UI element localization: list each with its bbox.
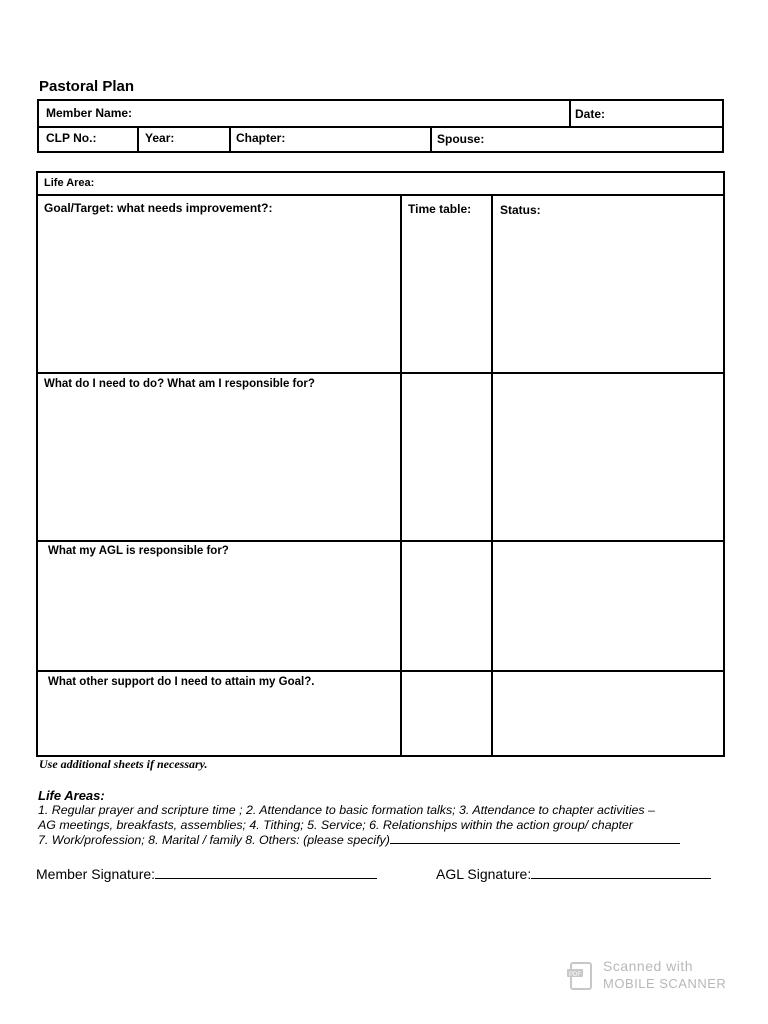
year-label: Year: [145,131,175,145]
status-label: Status: [500,203,541,217]
agl-responsibility-label: What my AGL is responsible for? [48,545,229,557]
member-name-label: Member Name: [46,106,133,120]
additional-sheets-note: Use additional sheets if necessary. [39,757,208,771]
goal-label: Goal/Target: what needs improvement?: [44,201,273,215]
chapter-label: Chapter: [236,131,286,145]
watermark-line-1: Scanned with [603,958,694,974]
pdf-icon [566,961,596,991]
agl-signature-label: AGL Signature: [436,866,532,882]
life-areas-line-3-text: 7. Work/profession; 8. Marital / family 8. Others: (please specify) [38,833,390,847]
spouse-label: Spouse: [437,132,485,146]
member-signature-line [155,878,377,879]
life-area-label: Life Area: [44,177,95,189]
page-title: Pastoral Plan [39,78,135,95]
svg-text:PDF: PDF [569,972,581,978]
watermark-line-2: MOBILE SCANNER [603,976,727,991]
scanner-watermark [566,958,756,998]
agl-signature-line [531,878,711,879]
todo-label: What do I need to do? What am I responsible for? [44,378,315,390]
time-table-label: Time table: [408,202,472,216]
support-label: What other support do I need to attain my Goal?. [48,676,315,688]
specify-blank [390,843,680,844]
agl-signature [436,866,711,882]
member-info-box [37,99,724,153]
member-signature-label: Member Signature: [36,866,156,882]
life-areas-line-2: AG meetings, breakfasts, assemblies; 4. Tithing; 5. Service; 6. Relationships within the action group/ chapter [38,818,633,832]
life-areas-heading: Life Areas: [38,788,105,803]
life-areas-line-1: 1. Regular prayer and scripture time ; 2. Attendance to basic formation talks; 3. Attendance to chapter activities – [38,803,655,817]
member-signature [36,866,377,882]
life-areas-section [38,788,728,848]
life-areas-line-3 [38,833,728,848]
plan-table [36,171,725,757]
clp-no-label: CLP No.: [46,131,97,145]
date-label: Date: [575,107,606,121]
